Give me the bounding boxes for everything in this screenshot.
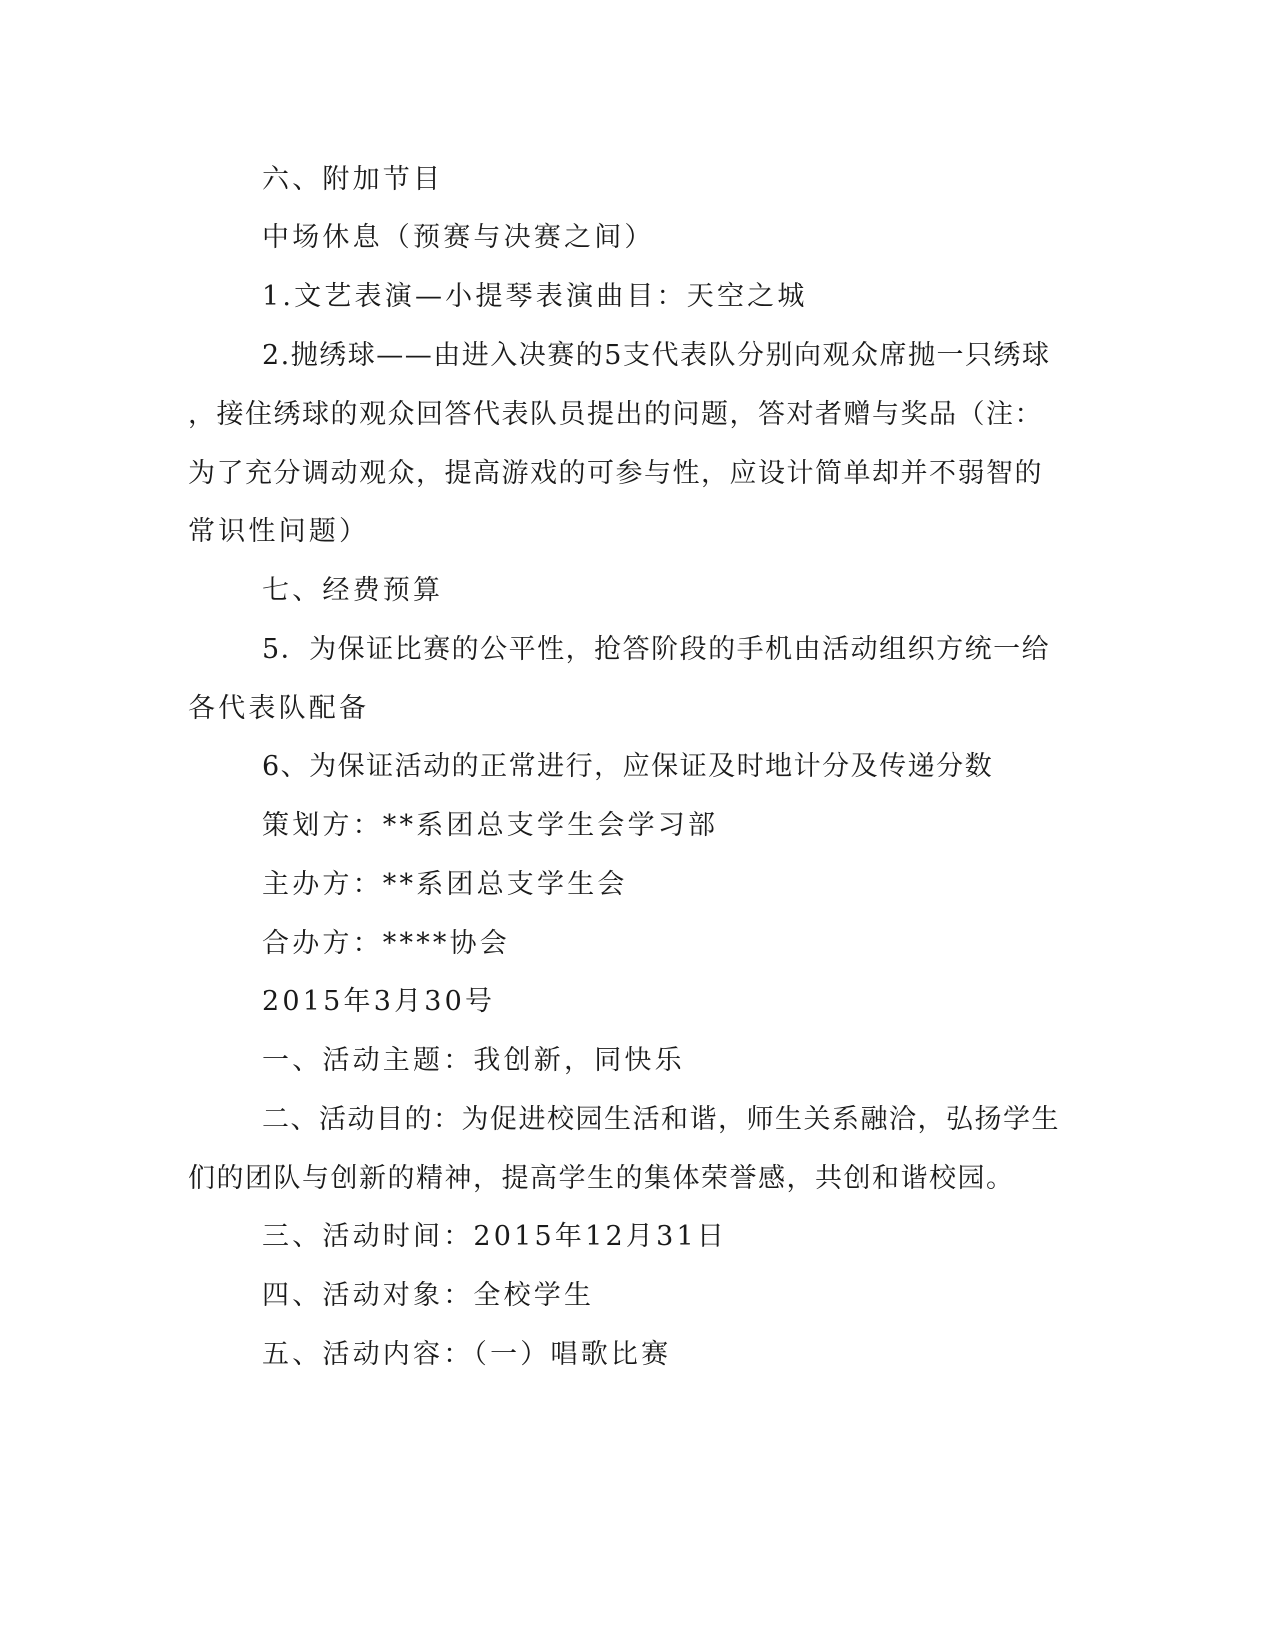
- paragraph-line: 2.抛绣球——由进入决赛的5支代表队分别向观众席抛一只绣球: [262, 340, 1051, 371]
- paragraph-line: 为了充分调动观众，提高游戏的可参与性，应设计简单却并不弱智的: [188, 458, 1043, 489]
- planner-line: 策划方：**系团总支学生会学习部: [262, 810, 719, 841]
- paragraph-line: 们的团队与创新的精神，提高学生的集体荣誉感，共创和谐校园。: [188, 1163, 1015, 1194]
- section-heading-purpose: 二、活动目的：为促进校园生活和谐，师生关系融洽，弘扬学生: [262, 1104, 1060, 1135]
- paragraph-line: 常识性问题）: [188, 516, 370, 547]
- section-heading-extra-program: 六、附加节目: [262, 164, 444, 195]
- paragraph-line: 1.文艺表演—小提琴表演曲目：天空之城: [262, 281, 808, 312]
- host-line: 主办方：**系团总支学生会: [262, 869, 628, 900]
- co-host-line: 合办方：****协会: [262, 928, 510, 959]
- section-heading-content: 五、活动内容：（一）唱歌比赛: [262, 1339, 672, 1370]
- date-line: 2015年3月30号: [262, 986, 496, 1017]
- section-heading-time: 三、活动时间：2015年12月31日: [262, 1221, 728, 1252]
- section-heading-theme: 一、活动主题：我创新，同快乐: [262, 1045, 685, 1076]
- paragraph-line: ，接住绣球的观众回答代表队员提出的问题，答对者赠与奖品（注：: [188, 399, 1043, 430]
- paragraph-line: 6、为保证活动的正常进行，应保证及时地计分及传递分数: [262, 751, 994, 782]
- paragraph-line: 各代表队配备: [188, 693, 370, 724]
- section-heading-audience: 四、活动对象：全校学生: [262, 1280, 595, 1311]
- paragraph-line: 中场休息（预赛与决赛之间）: [262, 222, 655, 253]
- paragraph-line: 5．为保证比赛的公平性，抢答阶段的手机由活动组织方统一给: [262, 634, 1051, 665]
- section-heading-budget: 七、经费预算: [262, 575, 444, 606]
